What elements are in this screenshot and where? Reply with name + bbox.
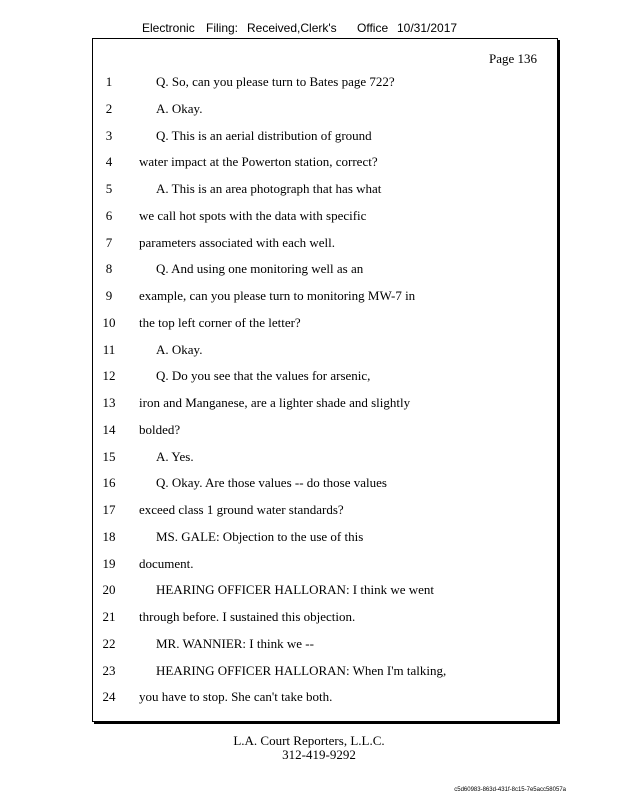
- line-text: HEARING OFFICER HALLORAN: I think we went: [156, 582, 435, 598]
- transcript-line: [93, 449, 557, 469]
- line-text: water impact at the Powerton station, correct?: [139, 154, 378, 170]
- transcript-line: [93, 609, 557, 629]
- line-text: example, can you please turn to monitoring MW-7 in: [139, 288, 416, 303]
- line-number: 18: [102, 528, 116, 544]
- line-text: HEARING OFFICER HALLORAN: When I'm talking,: [156, 662, 447, 678]
- line-number: 21: [102, 609, 116, 624]
- footer: [0, 734, 618, 762]
- line-text: bolded?: [139, 421, 181, 437]
- line-text: iron and Manganese, are a lighter shade and slightly: [139, 395, 411, 410]
- line-number: 16: [102, 475, 116, 491]
- transcript-line: [93, 315, 557, 335]
- transcript-line: [93, 261, 557, 281]
- transcript-line: [93, 342, 557, 362]
- line-text: MR. WANNIER: I think we --: [156, 635, 314, 651]
- line-text: A. This is an area photograph that has what: [156, 181, 382, 196]
- line-number: 7: [105, 234, 113, 250]
- line-number: 11: [102, 341, 116, 357]
- line-number: 15: [102, 448, 116, 464]
- line-text: exceed class 1 ground water standards?: [139, 502, 344, 517]
- footer-phone: 312-419-9292: [282, 747, 356, 762]
- line-text: we call hot spots with the data with specific: [139, 207, 367, 223]
- line-number: 12: [102, 368, 116, 384]
- line-text: Q. And using one monitoring well as an: [156, 261, 364, 277]
- header-office: Office: [357, 21, 389, 35]
- line-number: 13: [102, 395, 116, 410]
- line-text: Q. This is an aerial distribution of ground: [156, 127, 372, 143]
- transcript-line: [93, 556, 557, 576]
- header-received: Received,Clerk's: [247, 21, 337, 35]
- transcript-line: [93, 368, 557, 388]
- transcript-line: [93, 582, 557, 602]
- transcript-line: [93, 636, 557, 656]
- line-number: 19: [102, 555, 116, 571]
- transcript-line: [93, 154, 557, 174]
- line-number: 20: [102, 582, 116, 598]
- line-text: Q. Okay. Are those values -- do those values: [156, 475, 387, 491]
- transcript-line: [93, 422, 557, 442]
- transcript-line: [93, 288, 557, 308]
- line-number: 1: [105, 74, 113, 89]
- line-number: 14: [102, 421, 116, 437]
- transcript-line: [93, 74, 557, 94]
- transcript-line: [93, 208, 557, 228]
- line-number: 9: [105, 288, 113, 303]
- transcript-page: [92, 38, 558, 722]
- transcript-line: [93, 101, 557, 121]
- line-number: 10: [102, 314, 116, 330]
- line-number: 24: [102, 689, 116, 705]
- transcript-line: [93, 235, 557, 255]
- transcript-line: [93, 663, 557, 683]
- transcript-line: [93, 529, 557, 549]
- transcript-line: [93, 502, 557, 522]
- line-number: 3: [105, 127, 113, 143]
- transcript-line: [93, 128, 557, 148]
- footer-company: L.A. Court Reporters, L.L.C.: [233, 733, 385, 748]
- line-number: 6: [105, 207, 113, 223]
- line-number: 23: [102, 662, 116, 678]
- line-text: Q. Do you see that the values for arsenic,: [156, 368, 371, 384]
- line-number: 5: [105, 181, 113, 196]
- transcript-line: [93, 395, 557, 415]
- line-text: you have to stop. She can't take both.: [139, 689, 333, 705]
- line-text: A. Okay.: [156, 100, 203, 116]
- line-number: 22: [102, 635, 116, 651]
- line-number: 2: [105, 100, 113, 116]
- header-date: 10/31/2017: [397, 21, 458, 35]
- line-text: document.: [139, 555, 194, 571]
- line-number: 4: [105, 154, 113, 170]
- line-number: 8: [105, 261, 113, 277]
- document-id: c5d60983-863d-431f-8c15-7e5acc58057a: [454, 787, 566, 793]
- header-electronic: Electronic: [142, 21, 195, 35]
- page-number: Page 136: [488, 51, 537, 66]
- line-text: MS. GALE: Objection to the use of this: [156, 528, 364, 544]
- line-text: A. Yes.: [156, 448, 194, 464]
- transcript-line: [93, 181, 557, 201]
- line-text: the top left corner of the letter?: [139, 314, 301, 330]
- line-text: through before. I sustained this objection.: [139, 609, 356, 624]
- line-text: A. Okay.: [156, 341, 203, 357]
- header-filing: Filing:: [206, 21, 239, 35]
- filing-header: [0, 21, 618, 37]
- line-text: Q. So, can you please turn to Bates page 722?: [156, 74, 395, 89]
- transcript-line: [93, 475, 557, 495]
- transcript-line: [93, 689, 557, 709]
- line-number: 17: [102, 502, 116, 517]
- line-text: parameters associated with each well.: [139, 234, 335, 250]
